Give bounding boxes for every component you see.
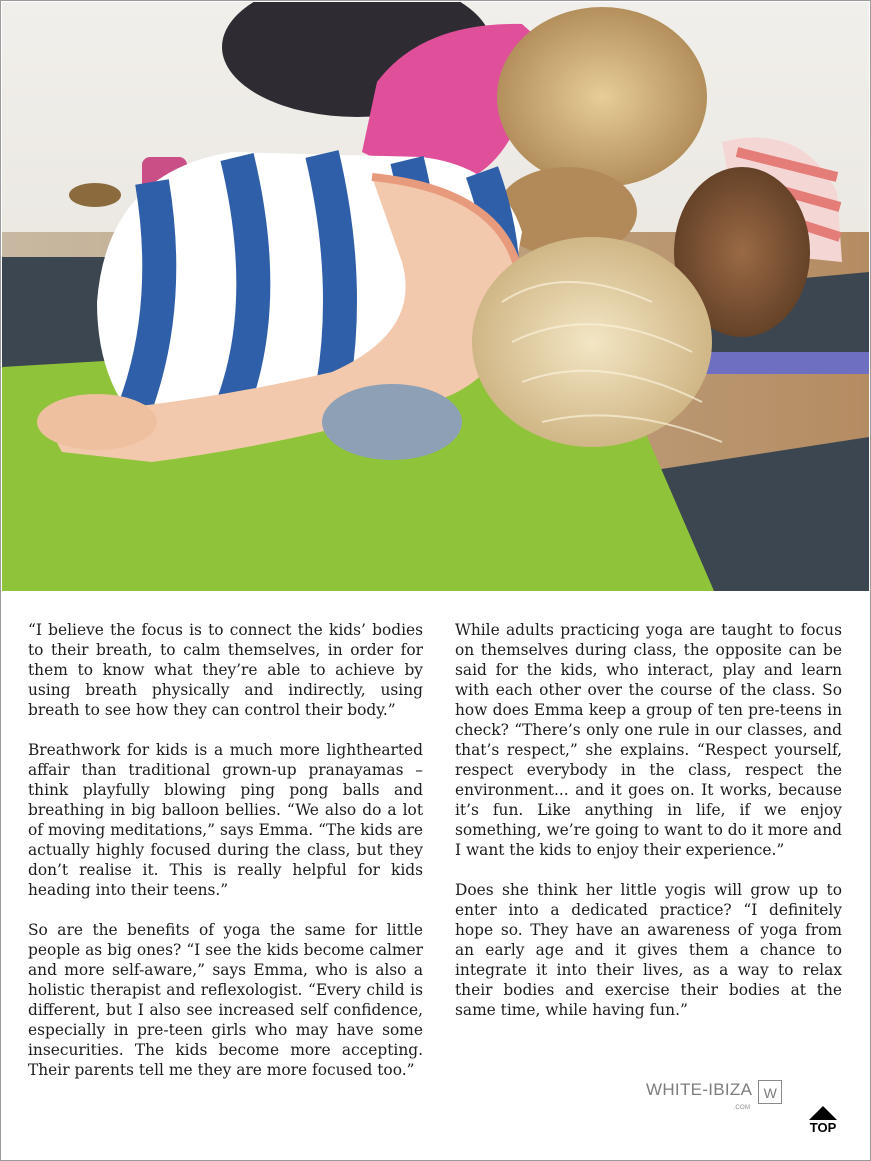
- triangle-up-icon: [809, 1106, 837, 1120]
- white-ibiza-logo: [646, 1079, 782, 1111]
- right-paragraph-2: Does she think her little yogis will grow up to enter into a dedicated practice? “I definitely hope so. They have an awareness of yoga from an early age and it gives them a chance to integrate it into their lives, as a way to relax their bodies and exercise their bodies at the same time, while having fun.”: [455, 881, 842, 1019]
- left-paragraph-2: Breathwork for kids is a much more lighthearted affair than traditional grown-up pranayamas – think playfully blowing ping pong balls and breathing in big balloon bellies. “We also do a lot of moving meditations,” says Emma. “The kids are actually highly focused during the class, but they don’t realise it. This is really helpful for kids heading into their teens.”: [28, 741, 423, 899]
- right-paragraph-1: While adults practicing yoga are taught to focus on themselves during class, the opposite can be said for the kids, who interact, play and learn with each other over the course of the class. So how does Emma keep a group of ten pre-teens in check? “There’s only one rule in our classes, and that’s respect,” she explains. “Respect yourself, respect everybody in the class, respect the environment... and it goes on. It works, because it’s fun. Like anything in life, if we enjoy something, we’re going to want to do it more and I want the kids to enjoy their experience.”: [455, 621, 842, 859]
- right-column: [455, 620, 842, 1040]
- back-to-top-button[interactable]: [806, 1104, 840, 1138]
- left-paragraph-1: “I believe the focus is to connect the kids’ bodies to their breath, to calm themselves, in order for them to know what they’re able to achieve by using breath physically and indirectly, using breath to see how they can control their body.”: [28, 621, 423, 719]
- kids-yoga-photo: [2, 2, 869, 591]
- logo-wordmark: WHITE-IBIZA: [646, 1080, 753, 1099]
- logo-text: [646, 1079, 753, 1111]
- hero-photo: [2, 2, 869, 591]
- logo-domain-suffix: .COM: [733, 1105, 751, 1111]
- left-column: [28, 620, 423, 1100]
- top-label: TOP: [809, 1120, 837, 1135]
- logo-mark: W: [758, 1080, 782, 1104]
- left-paragraph-3: So are the benefits of yoga the same for little people as big ones? “I see the kids become calmer and more self-aware,” says Emma, who is also a holistic therapist and reflexologist. “Every child is different, but I also see increased self confidence, especially in pre-teen girls who may have some insecurities. The kids become more accepting. Their parents tell me they are more focused too.”: [28, 921, 423, 1079]
